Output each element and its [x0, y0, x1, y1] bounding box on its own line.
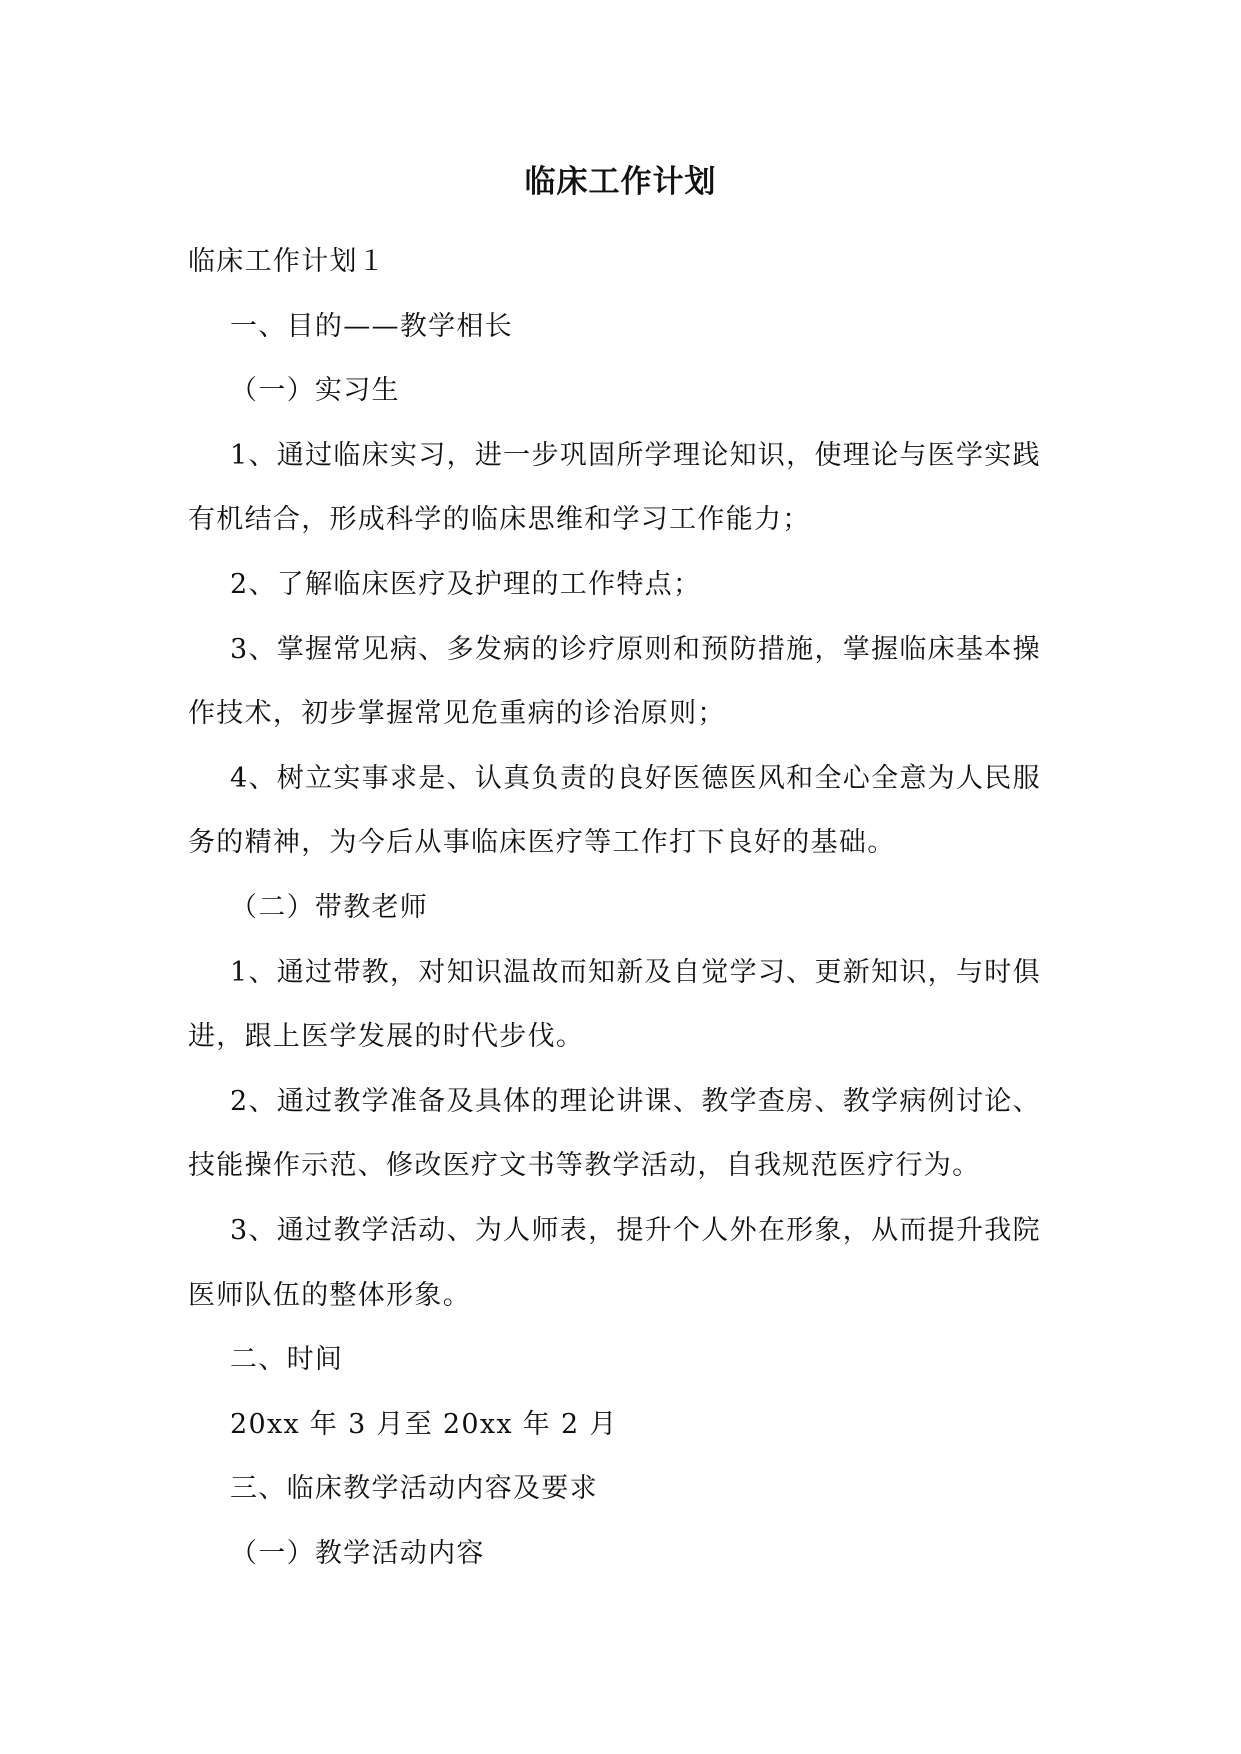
document-title: 临床工作计划 [524, 164, 717, 200]
paragraph-line: 医师队伍的整体形象。 [188, 1279, 471, 1311]
paragraph-line: 1、通过带教，对知识温故而知新及自觉学习、更新知识，与时俱 [230, 956, 1041, 988]
paragraph-line: 1、通过临床实习，进一步巩固所学理论知识，使理论与医学实践 [230, 439, 1041, 471]
paragraph-line: 有机结合，形成科学的临床思维和学习工作能力； [188, 504, 811, 536]
paragraph-line: 进，跟上医学发展的时代步伐。 [188, 1021, 585, 1053]
section-heading: 二、时间 [230, 1344, 344, 1376]
paragraph-line: 临床工作计划１ [188, 246, 387, 277]
section-heading: 三、临床教学活动内容及要求 [230, 1473, 598, 1505]
paragraph-line: 3、掌握常见病、多发病的诊疗原则和预防措施，掌握临床基本操 [230, 633, 1041, 665]
subsection-heading: （一）教学活动内容 [230, 1537, 485, 1569]
paragraph-line: 务的精神，为今后从事临床医疗等工作打下良好的基础。 [188, 827, 896, 859]
subsection-heading: （一）实习生 [230, 375, 400, 407]
paragraph-line: 3、通过教学活动、为人师表，提升个人外在形象，从而提升我院 [230, 1214, 1041, 1246]
paragraph-line: 2、通过教学准备及具体的理论讲课、教学查房、教学病例讨论、 [230, 1085, 1041, 1117]
paragraph-line: 2、了解临床医疗及护理的工作特点； [230, 568, 702, 600]
paragraph-line: 4、树立实事求是、认真负责的良好医德医风和全心全意为人民服 [230, 762, 1041, 794]
section-heading: 一、目的——教学相长 [230, 310, 513, 342]
document-body [188, 230, 1068, 1586]
paragraph-line: 技能操作示范、修改医疗文书等教学活动，自我规范医疗行为。 [188, 1150, 981, 1182]
subsection-heading: （二）带教老师 [230, 891, 429, 923]
paragraph-line: 作技术，初步掌握常见危重病的诊治原则； [188, 698, 726, 730]
paragraph-line: 20xx 年 3 月至 20xx 年 2 月 [230, 1408, 618, 1440]
